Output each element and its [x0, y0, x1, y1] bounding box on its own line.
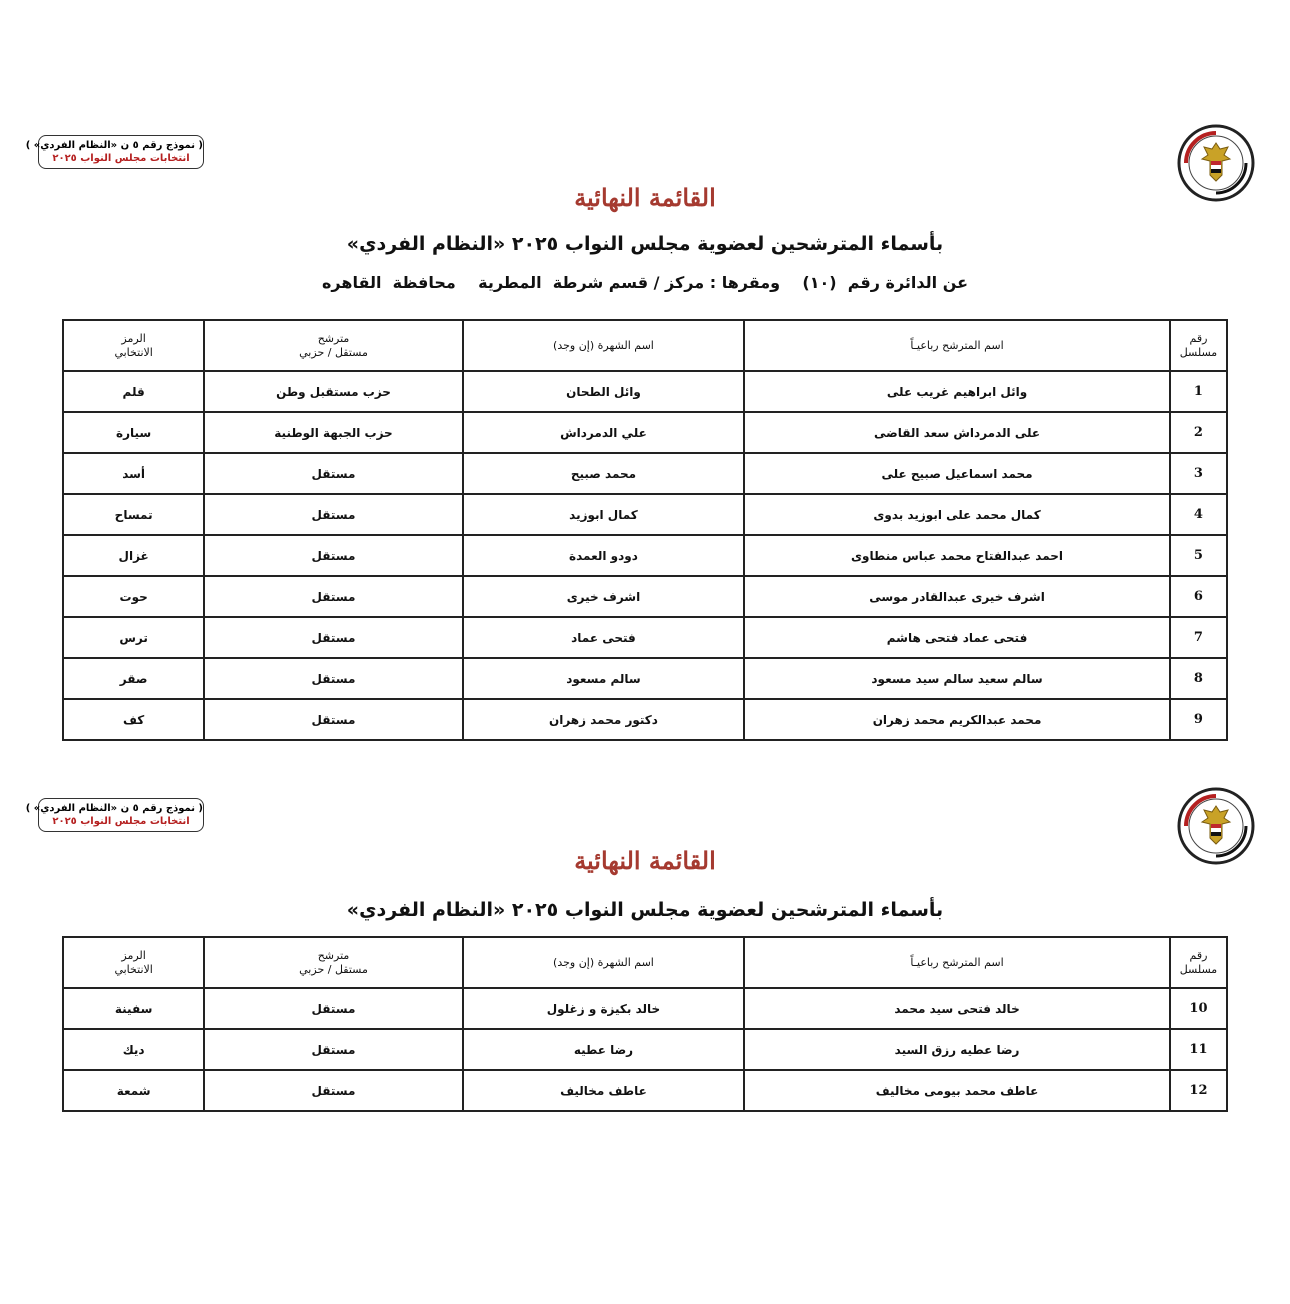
- cell-candidate-name: على الدمرداش سعد القاضى: [744, 412, 1170, 453]
- cell-symbol: سفينة: [63, 988, 204, 1029]
- cell-serial: 1: [1170, 371, 1227, 412]
- form-number-box: [25, 135, 204, 169]
- cell-serial: 6: [1170, 576, 1227, 617]
- page-title: القائمة النهائية: [574, 846, 716, 875]
- cell-symbol: غزال: [63, 535, 204, 576]
- header-serial: رقم مسلسل: [1170, 320, 1227, 371]
- cell-candidate-name: خالد فتحى سيد محمد: [744, 988, 1170, 1029]
- table-row: [63, 453, 1227, 494]
- cell-symbol: صقر: [63, 658, 204, 699]
- cell-serial: 5: [1170, 535, 1227, 576]
- cell-candidate-name: اشرف خيرى عبدالقادر موسى: [744, 576, 1170, 617]
- cell-candidate-name: محمد اسماعيل صبيح على: [744, 453, 1170, 494]
- cell-affiliation: مستقل: [204, 658, 462, 699]
- cell-affiliation: مستقل: [204, 494, 462, 535]
- page-subtitle: بأسماء المترشحين لعضوية مجلس النواب ٢٠٢٥ «النظام الفردي»: [346, 233, 944, 255]
- cell-serial: 11: [1170, 1029, 1227, 1070]
- header-electoral-symbol: الرمز الانتخابي: [63, 937, 204, 988]
- district-info: عن الدائرة رقم (١٠) ومقرها : مركز / قسم شرطة المطرية محافظة القاهره: [321, 273, 969, 292]
- form-number-label: ( نموذج رقم ٥ ن «النظام الفردي» ): [25, 140, 203, 151]
- table-row: [63, 699, 1227, 740]
- cell-affiliation: مستقل: [204, 699, 462, 740]
- cell-affiliation: حزب مستقبل وطن: [204, 371, 462, 412]
- cell-nickname: علي الدمرداش: [463, 412, 744, 453]
- table-header-row: [63, 937, 1227, 988]
- header-candidate-name: اسم المترشح رباعيـاً: [744, 937, 1170, 988]
- cell-nickname: دكتور محمد زهران: [463, 699, 744, 740]
- cell-nickname: وائل الطحان: [463, 371, 744, 412]
- cell-nickname: اشرف خيرى: [463, 576, 744, 617]
- cell-candidate-name: عاطف محمد بيومى مخاليف: [744, 1070, 1170, 1111]
- cell-symbol: أسد: [63, 453, 204, 494]
- cell-candidate-name: كمال محمد على ابوزيد بدوى: [744, 494, 1170, 535]
- cell-nickname: محمد صبيح: [463, 453, 744, 494]
- header-nickname: اسم الشهرة (إن وجد): [463, 320, 744, 371]
- election-name-label: انتخابات مجلس النواب ٢٠٢٥: [52, 153, 190, 164]
- table-row: [63, 535, 1227, 576]
- table-row: [63, 1029, 1227, 1070]
- cell-nickname: عاطف مخاليف: [463, 1070, 744, 1111]
- cell-candidate-name: احمد عبدالفتاح محمد عباس منطاوى: [744, 535, 1170, 576]
- table-row: [63, 658, 1227, 699]
- cell-symbol: ترس: [63, 617, 204, 658]
- page-subtitle: بأسماء المترشحين لعضوية مجلس النواب ٢٠٢٥ «النظام الفردي»: [346, 899, 944, 921]
- cell-candidate-name: محمد عبدالكريم محمد زهران: [744, 699, 1170, 740]
- cell-affiliation: مستقل: [204, 535, 462, 576]
- cell-symbol: قلم: [63, 371, 204, 412]
- candidates-table: [62, 936, 1228, 1112]
- cell-nickname: فتحى عماد: [463, 617, 744, 658]
- cell-nickname: سالم مسعود: [463, 658, 744, 699]
- cell-affiliation: مستقل: [204, 576, 462, 617]
- cell-candidate-name: رضا عطيه رزق السيد: [744, 1029, 1170, 1070]
- form-number-label: ( نموذج رقم ٥ ن «النظام الفردي» ): [25, 803, 203, 814]
- page-title: القائمة النهائية: [574, 183, 716, 212]
- cell-serial: 2: [1170, 412, 1227, 453]
- header-nickname: اسم الشهرة (إن وجد): [463, 937, 744, 988]
- table-row: [63, 617, 1227, 658]
- table-row: [63, 988, 1227, 1029]
- cell-serial: 10: [1170, 988, 1227, 1029]
- header-affiliation: مترشح مستقل / حزبي: [204, 320, 462, 371]
- cell-candidate-name: وائل ابراهيم غريب على: [744, 371, 1170, 412]
- cell-serial: 8: [1170, 658, 1227, 699]
- cell-affiliation: مستقل: [204, 1029, 462, 1070]
- cell-candidate-name: سالم سعيد سالم سيد مسعود: [744, 658, 1170, 699]
- table-row: [63, 1070, 1227, 1111]
- cell-affiliation: مستقل: [204, 1070, 462, 1111]
- table-row: [63, 371, 1227, 412]
- table-row: [63, 412, 1227, 453]
- table-header-row: [63, 320, 1227, 371]
- cell-nickname: خالد بكيزة و زغلول: [463, 988, 744, 1029]
- header-affiliation: مترشح مستقل / حزبي: [204, 937, 462, 988]
- header-serial: رقم مسلسل: [1170, 937, 1227, 988]
- table-row: [63, 576, 1227, 617]
- cell-affiliation: مستقل: [204, 988, 462, 1029]
- cell-serial: 7: [1170, 617, 1227, 658]
- cell-affiliation: مستقل: [204, 617, 462, 658]
- form-number-box: [25, 798, 204, 832]
- header-electoral-symbol: الرمز الانتخابي: [63, 320, 204, 371]
- election-name-label: انتخابات مجلس النواب ٢٠٢٥: [52, 816, 190, 827]
- cell-serial: 12: [1170, 1070, 1227, 1111]
- cell-nickname: كمال ابوزيد: [463, 494, 744, 535]
- cell-candidate-name: فتحى عماد فتحى هاشم: [744, 617, 1170, 658]
- cell-symbol: ديك: [63, 1029, 204, 1070]
- header-candidate-name: اسم المترشح رباعيـاً: [744, 320, 1170, 371]
- cell-serial: 3: [1170, 453, 1227, 494]
- cell-nickname: رضا عطيه: [463, 1029, 744, 1070]
- cell-symbol: تمساح: [63, 494, 204, 535]
- cell-symbol: سيارة: [63, 412, 204, 453]
- candidates-table: [62, 319, 1228, 741]
- cell-serial: 9: [1170, 699, 1227, 740]
- cell-symbol: حوت: [63, 576, 204, 617]
- table-row: [63, 494, 1227, 535]
- cell-affiliation: مستقل: [204, 453, 462, 494]
- cell-serial: 4: [1170, 494, 1227, 535]
- cell-affiliation: حزب الجبهة الوطنية: [204, 412, 462, 453]
- cell-symbol: شمعة: [63, 1070, 204, 1111]
- cell-symbol: كف: [63, 699, 204, 740]
- cell-nickname: دودو العمدة: [463, 535, 744, 576]
